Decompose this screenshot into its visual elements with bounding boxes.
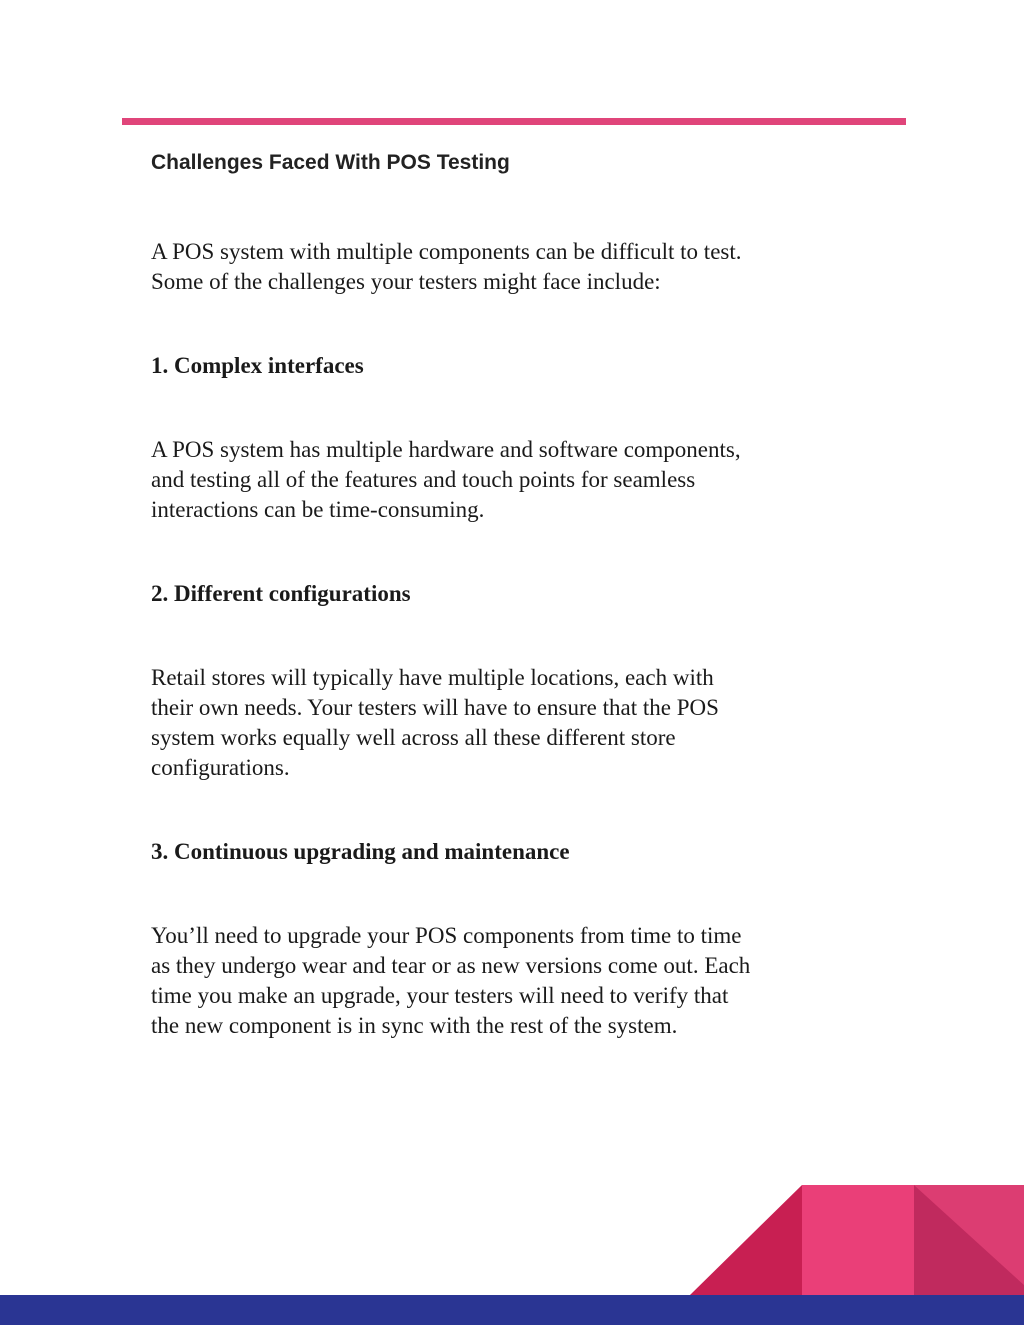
section-heading-continuous-upgrading: 3. Continuous upgrading and maintenance [151, 839, 570, 864]
section-heading-different-configurations: 2. Different configurations [151, 581, 411, 606]
page-title: Challenges Faced With POS Testing [151, 151, 510, 174]
corner-square-pink [802, 1185, 914, 1295]
top-accent-rule [122, 118, 906, 125]
footer-bar [0, 1295, 1024, 1325]
section-body-complex-interfaces: A POS system has multiple hardware and software components, and testing all of the features and touch points for seamless interactions can be time-consuming. [151, 437, 741, 522]
section-body-different-configurations: Retail stores will typically have multiple locations, each with their own needs. Your testers will have to ensure that the POS system works equally well across all these different store configurations. [151, 665, 719, 780]
corner-triangle-dark [690, 1185, 802, 1295]
section-body-continuous-upgrading: You’ll need to upgrade your POS components from time to time as they undergo wear and tear or as new versions come out. Each time you make an upgrade, your testers will need to verify that the new component is in sync with the rest of the system. [151, 923, 751, 1038]
section-heading-complex-interfaces: 1. Complex interfaces [151, 353, 364, 378]
document-body [151, 148, 891, 1041]
intro-paragraph: A POS system with multiple components can be difficult to test. Some of the challenges your testers might face include: [151, 239, 742, 294]
corner-decoration [690, 1185, 1024, 1295]
